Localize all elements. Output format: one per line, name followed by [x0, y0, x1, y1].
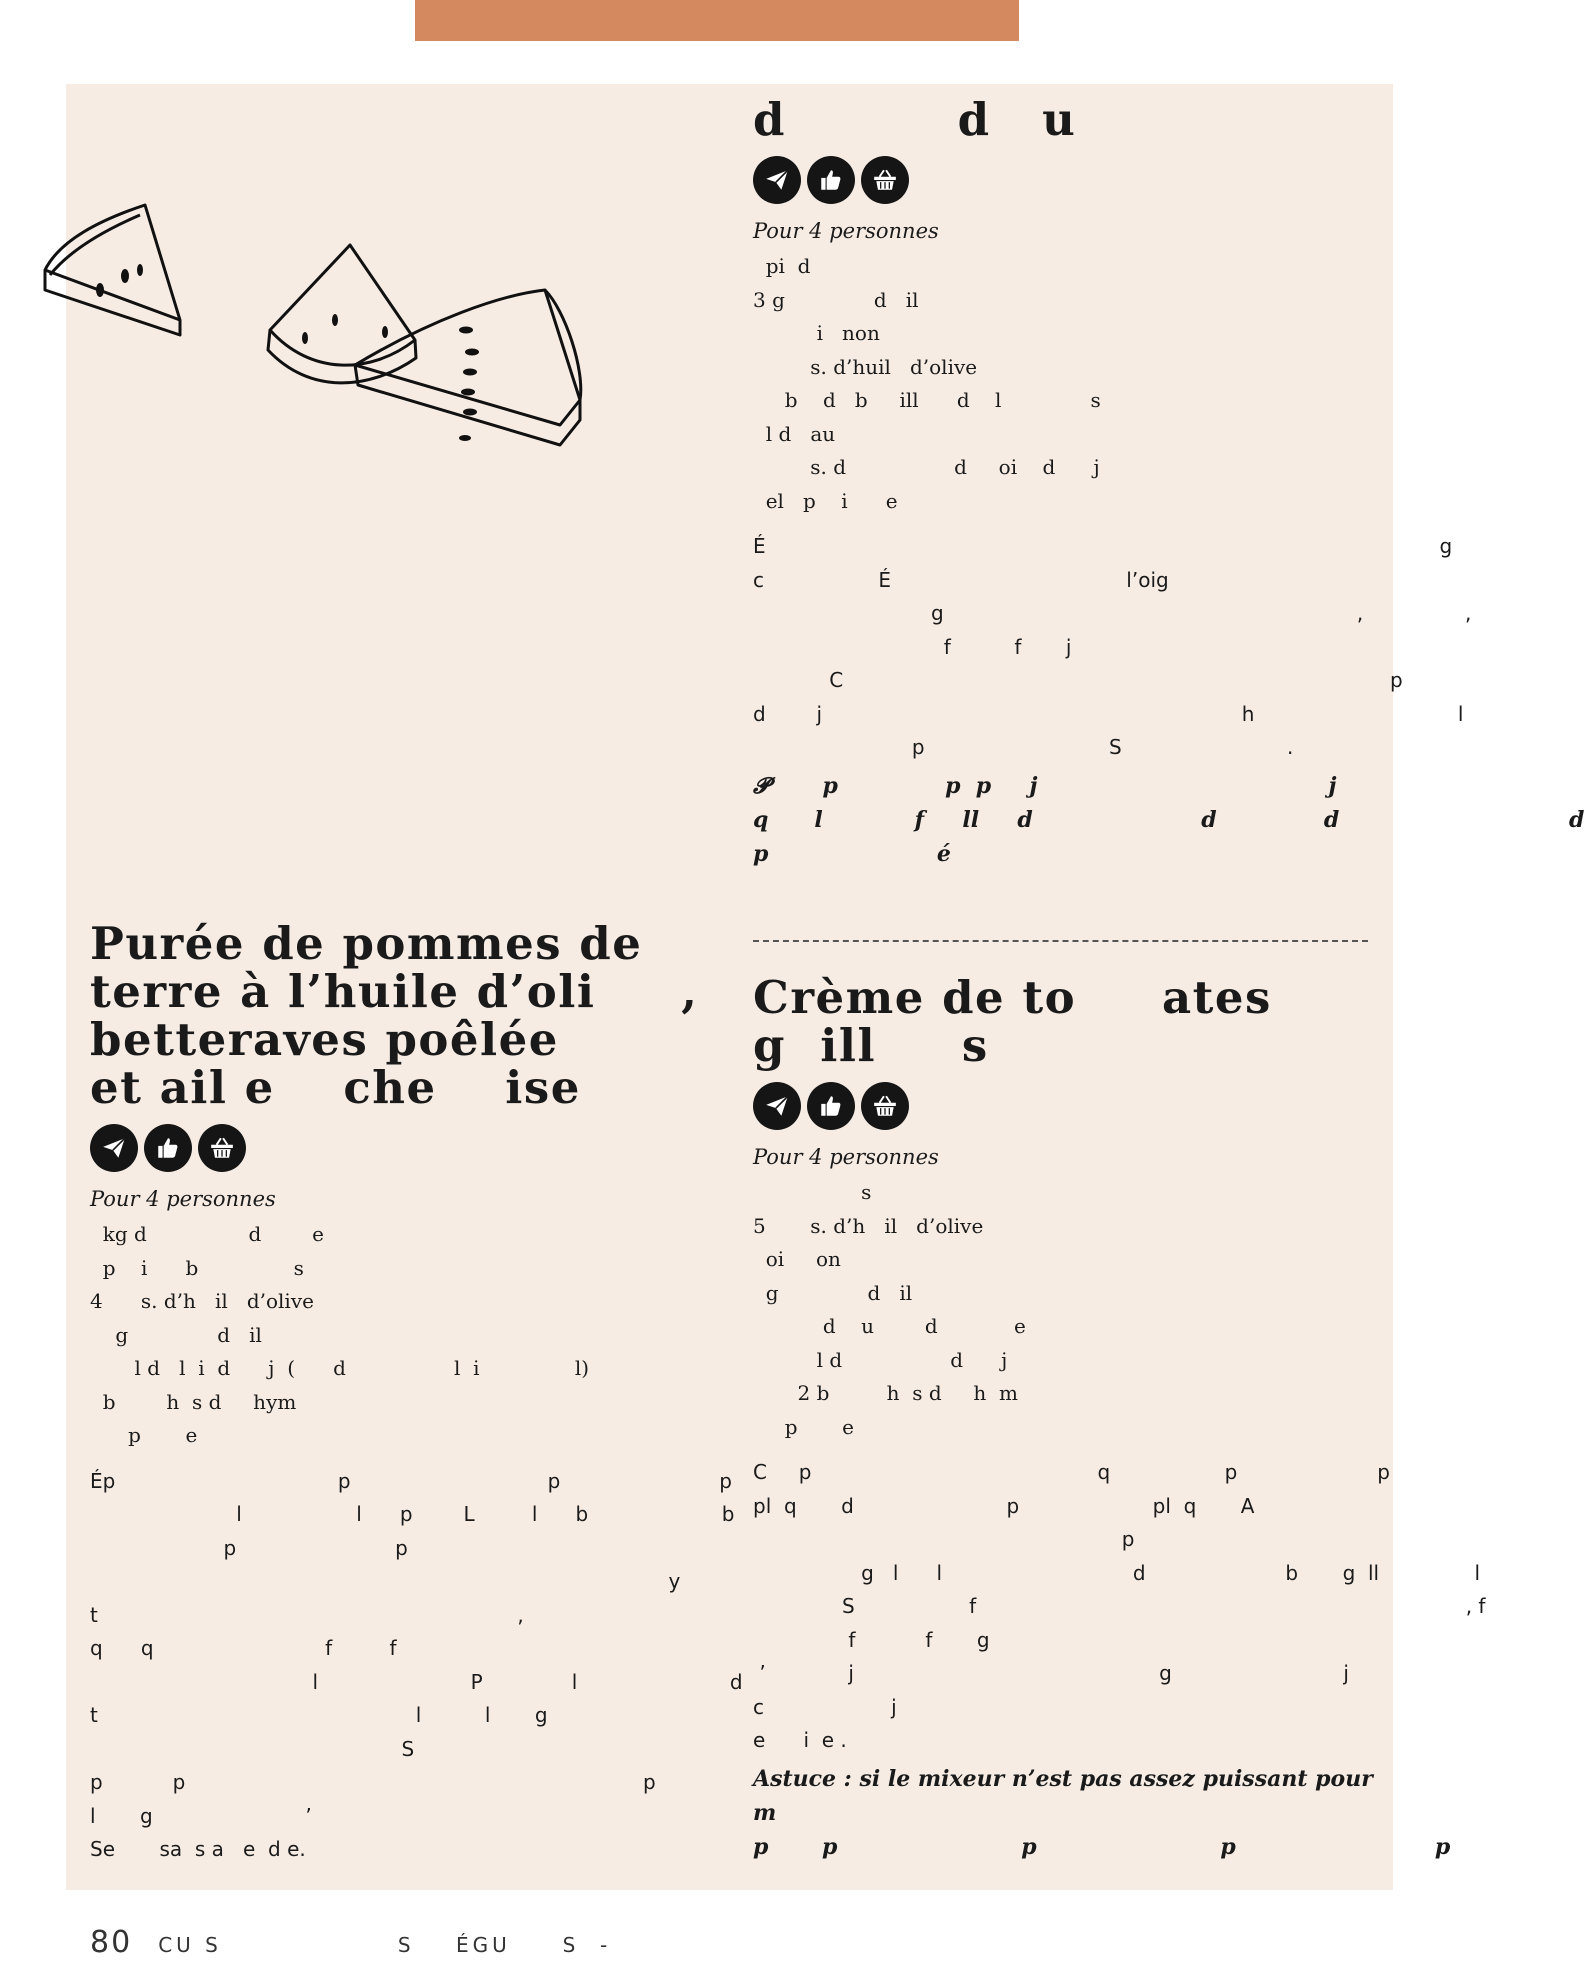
- ingredient-item: 5 s. d’h il d’olive: [753, 1213, 984, 1238]
- recipe-note: q l f ll d d d d: [753, 806, 1584, 833]
- ingredient-item: s: [753, 1180, 872, 1204]
- recipe-icons: [753, 156, 1373, 204]
- title-line: Purée de pommes de: [90, 917, 643, 970]
- basket-icon: [861, 1082, 909, 1130]
- paper-plane-icon: [90, 1124, 138, 1172]
- header-tab: [415, 0, 1019, 41]
- right-recipe-bottom-title: [753, 971, 1373, 1072]
- ingredient-item: s. d’huil d’olive: [753, 354, 978, 379]
- step-line: Ép p p p: [90, 1468, 732, 1493]
- step-line: f f j: [753, 634, 1072, 659]
- left-recipe-title: [90, 917, 699, 1114]
- left-recipe: [90, 917, 743, 1867]
- step-line: e i e .: [753, 1728, 847, 1752]
- watermelon-slices-illustration: [40, 200, 600, 480]
- step-line: l P l d: [90, 1669, 743, 1694]
- page-number: 80: [90, 1925, 133, 1960]
- title-line: Crème de to ates: [753, 971, 1272, 1024]
- ingredient-item: p e: [90, 1423, 198, 1447]
- step-line: p p p: [90, 1770, 656, 1794]
- ingredient-item: s. d d oi d j: [753, 455, 1100, 479]
- ingredient-item: el p i e: [753, 488, 898, 513]
- step-line: Se sa s a e d e.: [90, 1837, 306, 1861]
- right-recipe-top-title: d d u: [753, 93, 1077, 146]
- thumbs-up-icon: [807, 156, 855, 204]
- ingredient-item: kg d d e: [90, 1222, 325, 1246]
- recipe-note: 𝓟 p p p j j: [753, 772, 1337, 799]
- ingredient-item: p e: [753, 1414, 854, 1439]
- servings-label: Pour 4 personnes: [90, 1187, 276, 1211]
- ingredient-item: i non: [753, 321, 880, 345]
- ingredient-item: b h s d hym: [90, 1389, 297, 1414]
- step-line: C p q p p: [753, 1460, 1390, 1484]
- tip-note: Astuce : si le mixeur n’est pas assez puissant pour: [753, 1765, 1373, 1792]
- ingredient-item: oi on: [753, 1247, 841, 1271]
- ingredient-item: p i b s: [90, 1255, 304, 1280]
- servings-label: Pour 4 personnes: [753, 219, 939, 243]
- ingredient-item: 4 s. d’h il d’olive: [90, 1289, 314, 1313]
- ingredient-item: g d il: [90, 1322, 262, 1347]
- step-line: t l l g: [90, 1703, 548, 1727]
- ingredient-item: l d l i d j ( d l i l): [90, 1356, 590, 1380]
- right-recipe-bottom: [753, 971, 1486, 1864]
- preparation-steps: [753, 530, 1472, 765]
- step-line: q q f f: [90, 1636, 397, 1660]
- page-footer: [90, 1925, 611, 1960]
- ingredient-item: 2 b h s d h m: [753, 1381, 1018, 1405]
- title-line: betteraves poêlée: [90, 1013, 559, 1066]
- servings-label: Pour 4 personnes: [753, 1145, 939, 1169]
- step-line: l l p L l b b: [90, 1502, 735, 1526]
- ingredient-item: b d b ill d l s: [753, 388, 1101, 412]
- step-line: C p: [753, 668, 1403, 692]
- step-line: t ,: [90, 1602, 524, 1627]
- title-line: g ill s: [753, 1019, 989, 1072]
- ingredient-item: l d d j: [753, 1347, 1008, 1372]
- ingredient-item: g d il: [753, 1280, 913, 1305]
- tip-note: m: [753, 1799, 777, 1826]
- ingredients-list: [753, 1176, 1373, 1444]
- step-line: g , ,: [753, 601, 1472, 625]
- step-line: S: [90, 1736, 415, 1761]
- preparation-steps: [90, 1465, 743, 1867]
- running-title: CU S S ÉGU S -: [158, 1933, 612, 1957]
- tip-note: p p p p p: [753, 1833, 1451, 1860]
- ingredients-list: [90, 1218, 690, 1453]
- basket-icon: [198, 1124, 246, 1172]
- title-line: terre à l’huile d’oli ,: [90, 965, 699, 1018]
- step-line: l g ’: [90, 1803, 312, 1828]
- step-line: ’ j g j: [753, 1661, 1349, 1685]
- ingredient-item: l d au: [753, 421, 836, 446]
- paper-plane-icon: [753, 156, 801, 204]
- step-line: p p: [90, 1535, 408, 1560]
- step-line: pl q d p pl q A: [753, 1493, 1255, 1518]
- thumbs-up-icon: [144, 1124, 192, 1172]
- step-line: g l l d b g ll l: [753, 1560, 1481, 1585]
- step-line: f f g: [753, 1627, 990, 1652]
- recipe-icons: [90, 1124, 690, 1172]
- step-line: y: [90, 1569, 681, 1593]
- thumbs-up-icon: [807, 1082, 855, 1130]
- paper-plane-icon: [753, 1082, 801, 1130]
- ingredient-item: d u d e: [753, 1314, 1026, 1338]
- step-line: S f , f: [753, 1594, 1486, 1618]
- ingredient-item: 3 g d il: [753, 287, 919, 312]
- right-recipe-top: [753, 93, 1584, 871]
- step-line: c j: [753, 1694, 897, 1719]
- step-line: c É l’oig: [753, 567, 1169, 592]
- recipe-note: p é: [753, 840, 951, 867]
- step-line: p S .: [753, 735, 1294, 759]
- ingredient-item: pi d: [753, 254, 811, 278]
- step-line: É g: [753, 534, 1453, 558]
- basket-icon: [861, 156, 909, 204]
- preparation-steps: [753, 1456, 1486, 1758]
- section-divider: [753, 940, 1368, 942]
- recipe-icons: [753, 1082, 1373, 1130]
- step-line: d j h l: [753, 701, 1464, 726]
- ingredients-list: [753, 250, 1373, 518]
- title-line: et ail e che ise: [90, 1061, 581, 1114]
- step-line: p: [753, 1527, 1135, 1551]
